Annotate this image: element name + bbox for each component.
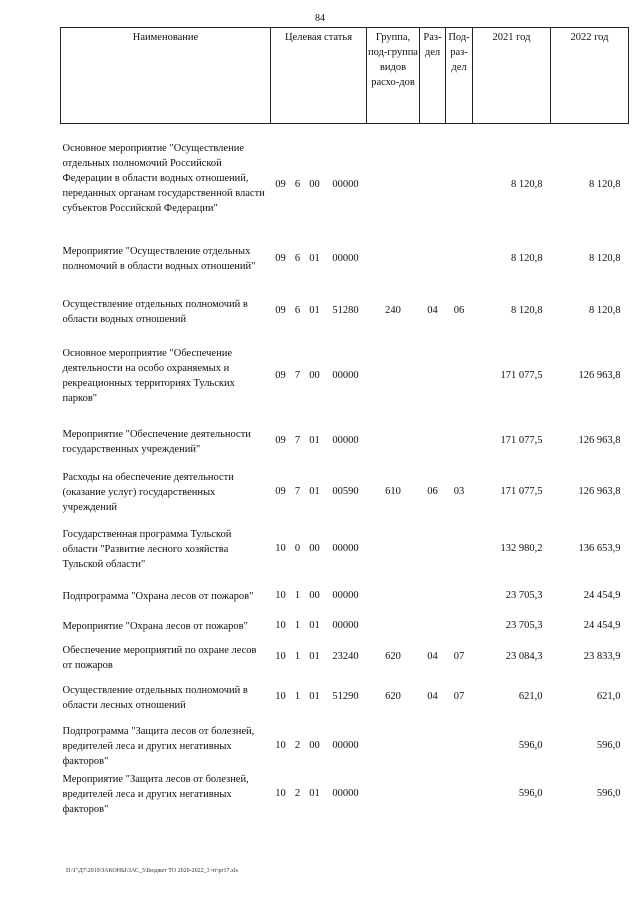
header-group: Группа, под-группа видов расхо-дов	[367, 28, 420, 124]
row-cs2-cell: 0	[294, 543, 301, 554]
row-cs2-cell: 6	[294, 305, 301, 316]
row-group-cell: 620	[385, 651, 401, 662]
table-row	[61, 611, 629, 641]
row-group-cell	[367, 517, 420, 581]
row-subsection-cell	[446, 770, 473, 817]
row-cs1-cell: 10	[275, 787, 286, 799]
row-section-cell	[420, 770, 446, 817]
row-y2021-cell: 23 084,3	[505, 651, 543, 662]
header-subsection: Под-раз-дел	[446, 28, 473, 124]
row-section-cell: 04	[427, 691, 438, 702]
budget-table	[60, 27, 629, 817]
row-cs4-cell: 00590	[332, 486, 359, 497]
header-name: Наименование	[61, 28, 271, 124]
header-2021: 2021 год	[473, 28, 551, 124]
row-cs4-cell: 23240	[332, 651, 359, 662]
row-cs4-cell: 51290	[332, 691, 359, 702]
row-section-cell	[420, 336, 446, 415]
row-section-cell	[420, 611, 446, 641]
row-cs2-cell: 6	[294, 179, 301, 191]
row-y2021-cell: 621,0	[518, 691, 543, 702]
row-y2022-cell: 126 963,8	[578, 435, 621, 446]
row-cs3-cell: 00	[309, 739, 320, 751]
table-row	[61, 336, 629, 415]
row-cs1-cell: 10	[275, 691, 286, 702]
row-subsection-cell	[446, 611, 473, 641]
row-y2022-cell: 8 120,8	[589, 252, 621, 264]
row-cs3-cell: 01	[309, 787, 320, 799]
table-row	[61, 231, 629, 286]
row-y2022-cell: 24 454,9	[583, 590, 621, 601]
row-cs2-cell: 1	[294, 620, 301, 631]
row-cs1-cell: 10	[275, 543, 286, 554]
row-y2021-cell: 8 120,8	[511, 305, 543, 316]
row-cs4-cell: 00000	[332, 435, 359, 446]
row-name-cell: Расходы на обеспечение деятельности (оказание услуг) государственных учреждений	[62, 472, 234, 513]
row-cs4-cell: 00000	[332, 369, 359, 381]
row-group-cell: 240	[385, 305, 401, 316]
row-subsection-cell	[446, 336, 473, 415]
row-name-cell: Осуществление отдельных полномочий в области лесных отношений	[62, 684, 248, 711]
row-cs1-cell: 09	[275, 435, 286, 446]
row-cs3-cell: 00	[309, 179, 320, 191]
row-name-cell: Государственная программа Тульской области "Развитие лесного хозяйства Тульской области"	[62, 529, 232, 570]
table-row	[61, 517, 629, 581]
row-cs1-cell: 09	[275, 179, 286, 191]
row-cs2-cell: 1	[294, 691, 301, 702]
row-cs4-cell: 00000	[332, 252, 359, 264]
table-row	[61, 770, 629, 817]
table-row	[61, 415, 629, 467]
row-name-cell: Основное мероприятие "Обеспечение деятельности на особо охраняемых и рекреационных территориях Тульских парков"	[62, 348, 235, 404]
table-row	[61, 286, 629, 336]
row-section-cell	[420, 517, 446, 581]
row-cs4-cell: 00000	[332, 620, 359, 631]
row-y2022-cell: 621,0	[596, 691, 621, 702]
row-subsection-cell	[446, 581, 473, 611]
row-subsection-cell	[446, 517, 473, 581]
row-cs3-cell: 01	[309, 486, 320, 497]
row-name-cell: Подпрограмма "Защита лесов от болезней, вредителей леса и других негативных факторов"	[62, 725, 255, 767]
table-row	[61, 467, 629, 517]
table-row	[61, 721, 629, 770]
row-group-cell	[367, 770, 420, 817]
row-subsection-cell: 07	[453, 691, 465, 702]
row-cs3-cell: 01	[309, 435, 320, 446]
row-name-cell: Основное мероприятие "Осуществление отдельных полномочий Российской Федерации в области водных отношений, переданных органам государственной власти субъектов Российской Федерации"	[62, 142, 265, 214]
row-subsection-cell	[446, 415, 473, 467]
row-section-cell: 04	[427, 651, 438, 662]
row-cs1-cell: 10	[275, 739, 286, 751]
row-group-cell	[367, 231, 420, 286]
row-cs3-cell: 00	[309, 543, 320, 554]
row-name-cell: Мероприятие "Обеспечение деятельности государственных учреждений"	[62, 428, 251, 455]
row-y2022-cell: 596,0	[596, 787, 621, 799]
row-cs4-cell: 00000	[332, 543, 359, 554]
header-target: Целевая статья	[271, 28, 367, 124]
row-section-cell: 04	[427, 305, 438, 316]
row-cs1-cell: 09	[275, 252, 286, 264]
row-group-cell: 620	[385, 691, 401, 702]
row-section-cell: 06	[427, 486, 438, 497]
row-y2021-cell: 171 077,5	[500, 435, 543, 446]
row-cs2-cell: 1	[294, 651, 301, 662]
row-cs1-cell: 10	[275, 620, 286, 631]
row-y2022-cell: 24 454,9	[583, 620, 621, 631]
row-y2022-cell: 126 963,8	[578, 369, 621, 381]
row-group-cell	[367, 581, 420, 611]
row-cs2-cell: 7	[294, 486, 301, 497]
row-cs4-cell: 51280	[332, 305, 359, 316]
row-y2021-cell: 596,0	[518, 787, 543, 799]
row-y2021-cell: 596,0	[518, 739, 543, 751]
row-subsection-cell	[446, 124, 473, 231]
row-cs2-cell: 6	[294, 252, 301, 264]
row-y2022-cell: 596,0	[596, 739, 621, 751]
row-name-cell: Мероприятие "Охрана лесов от пожаров"	[62, 621, 248, 632]
row-group-cell	[367, 124, 420, 231]
row-cs3-cell: 01	[309, 305, 320, 316]
row-cs1-cell: 10	[275, 590, 286, 601]
row-y2022-cell: 136 653,9	[578, 543, 621, 554]
row-section-cell	[420, 231, 446, 286]
row-cs2-cell: 7	[294, 369, 301, 381]
row-y2021-cell: 23 705,3	[505, 590, 543, 601]
row-cs2-cell: 7	[294, 435, 301, 446]
table-row	[61, 673, 629, 721]
row-cs1-cell: 09	[275, 305, 286, 316]
row-cs4-cell: 00000	[332, 590, 359, 601]
row-y2022-cell: 23 833,9	[583, 651, 621, 662]
row-cs2-cell: 2	[294, 787, 301, 799]
row-y2021-cell: 8 120,8	[511, 252, 543, 264]
row-cs3-cell: 00	[309, 369, 320, 381]
table-row	[61, 124, 629, 231]
row-y2022-cell: 126 963,8	[578, 486, 621, 497]
row-cs3-cell: 01	[309, 252, 320, 264]
header-2022: 2022 год	[551, 28, 629, 124]
row-y2021-cell: 132 980,2	[500, 543, 543, 554]
row-group-cell	[367, 415, 420, 467]
row-y2021-cell: 171 077,5	[500, 369, 543, 381]
row-cs3-cell: 01	[309, 620, 320, 631]
row-name-cell: Подпрограмма "Охрана лесов от пожаров"	[62, 591, 254, 602]
row-cs4-cell: 00000	[332, 179, 359, 191]
row-subsection-cell: 03	[453, 486, 465, 497]
row-cs4-cell: 00000	[332, 787, 359, 799]
row-group-cell: 610	[385, 486, 401, 497]
row-section-cell	[420, 124, 446, 231]
row-cs2-cell: 2	[294, 739, 301, 751]
row-cs1-cell: 09	[275, 369, 286, 381]
row-name-cell: Обеспечение мероприятий по охране лесов от пожаров	[62, 644, 257, 671]
row-y2022-cell: 8 120,8	[589, 179, 621, 191]
row-subsection-cell	[446, 721, 473, 770]
row-y2021-cell: 171 077,5	[500, 486, 543, 497]
row-name-cell: Мероприятие "Защита лесов от болезней, вредителей леса и других негативных факторов"	[62, 773, 249, 815]
row-cs3-cell: 01	[309, 691, 320, 702]
row-section-cell	[420, 415, 446, 467]
row-cs2-cell: 1	[294, 590, 301, 601]
table-row	[61, 581, 629, 611]
row-y2021-cell: 8 120,8	[511, 179, 543, 191]
row-cs4-cell: 00000	[332, 739, 359, 751]
row-y2022-cell: 8 120,8	[589, 305, 621, 316]
row-group-cell	[367, 721, 420, 770]
row-section-cell	[420, 581, 446, 611]
row-cs1-cell: 09	[275, 486, 286, 497]
row-subsection-cell	[446, 231, 473, 286]
row-group-cell	[367, 611, 420, 641]
row-y2021-cell: 23 705,3	[505, 620, 543, 631]
row-cs3-cell: 01	[309, 651, 320, 662]
row-subsection-cell: 07	[453, 651, 465, 662]
row-cs3-cell: 00	[309, 590, 320, 601]
row-section-cell	[420, 721, 446, 770]
table-row	[61, 641, 629, 673]
file-path-footer: D:\Г\Д7\2019\ЗАКОНЫ\ЗАС_5\Бюджет ТО 2020-2022_3 чт\pr17.xls	[66, 868, 238, 874]
row-name-cell: Осуществление отдельных полномочий в области водных отношений	[62, 298, 248, 325]
page-number: 84	[315, 13, 325, 24]
row-subsection-cell: 06	[453, 305, 465, 316]
table-header-row	[61, 28, 629, 124]
row-name-cell: Мероприятие "Осуществление отдельных полномочий в области водных отношений"	[62, 246, 256, 272]
header-section: Раз-дел	[420, 28, 446, 124]
row-group-cell	[367, 336, 420, 415]
row-cs1-cell: 10	[275, 651, 286, 662]
